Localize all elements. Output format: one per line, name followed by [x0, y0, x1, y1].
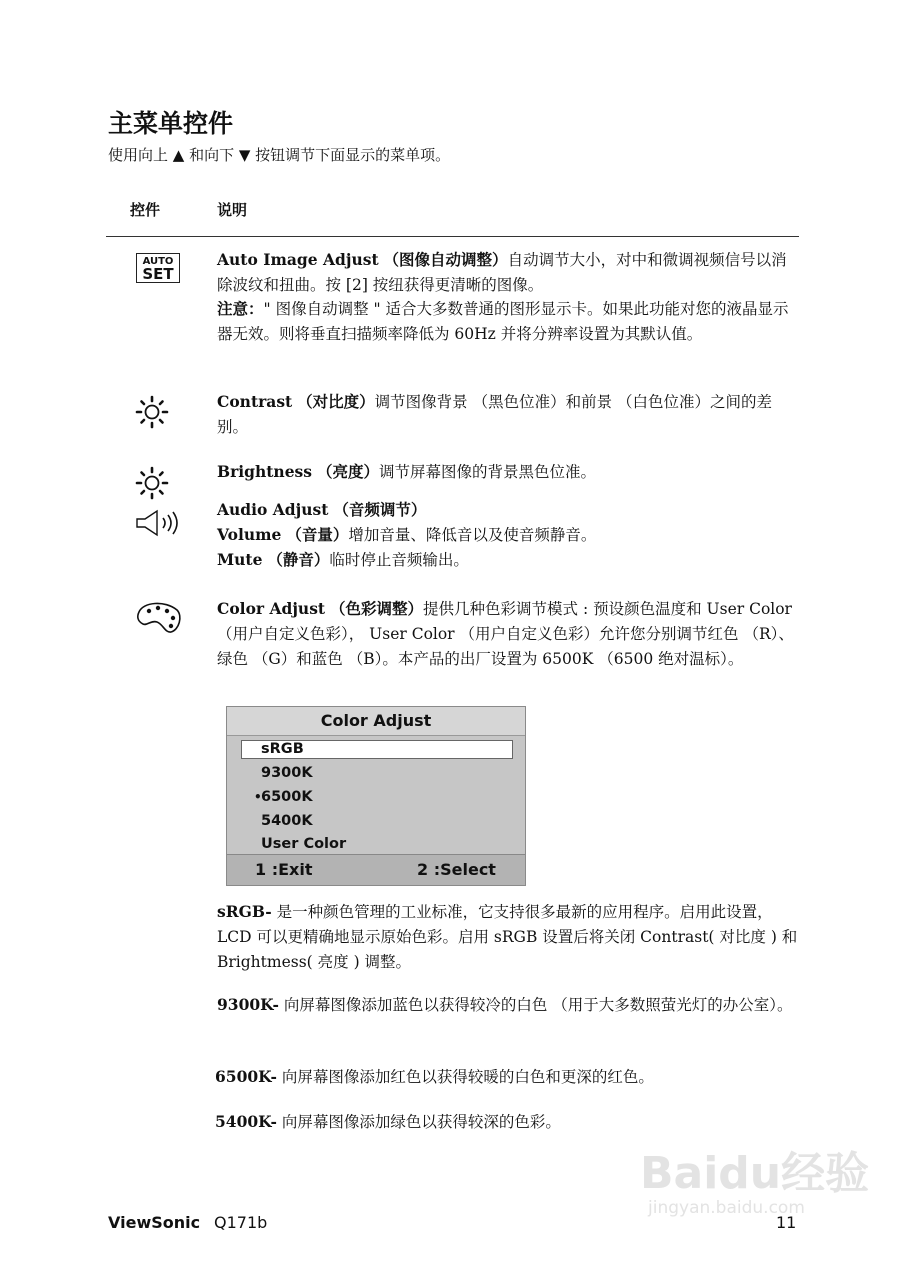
6500k-label: 6500K- — [215, 1067, 277, 1086]
mute-title: Mute — [217, 550, 263, 569]
srgb-label: sRGB- — [217, 902, 272, 921]
header-description: 说明 — [217, 201, 248, 219]
9300k-label: 9300K- — [217, 995, 279, 1014]
audio-title-line — [217, 497, 799, 523]
auto-image-text: 自动调节大小，对中和微调视频信号以消除波纹和扭曲。按 [2] 按纽获得更清晰的图像。 — [217, 251, 787, 294]
contrast-sun-icon — [135, 395, 169, 429]
menu-item-6500k[interactable]: 6500K — [261, 789, 313, 805]
brightness-title-cn: （亮度） — [316, 462, 379, 481]
page-heading: 主菜单控件 — [108, 109, 234, 138]
footer-model: Q171b — [214, 1213, 268, 1232]
speaker-icon — [135, 508, 187, 538]
auto-image-title-cn: （图像自动调整） — [383, 250, 508, 269]
brightness-title: Brightness — [217, 462, 313, 481]
5400k-label: 5400K- — [215, 1112, 277, 1131]
contrast-title: Contrast — [217, 392, 293, 411]
menu-item-user-color[interactable]: User Color — [261, 836, 347, 852]
5400k-description — [215, 1109, 797, 1135]
auto-set-line1: AUTO — [142, 256, 174, 267]
contrast-text: 调节图像背景 （黑色位准）和前景 （白色位准）之间的差别。 — [217, 393, 773, 436]
menu-item-srgb[interactable]: sRGB — [261, 741, 304, 757]
header-control: 控件 — [130, 201, 161, 219]
menu-title: Color Adjust — [227, 707, 525, 736]
mute-title-cn: （静音） — [267, 550, 330, 569]
brightness-text: 调节屏幕图像的背景黑色位准。 — [378, 463, 596, 481]
9300k-description — [217, 992, 799, 1018]
audio-title-cn: （音频调节） — [333, 500, 427, 519]
color-adjust-menu — [226, 706, 526, 886]
mute-line — [217, 547, 799, 573]
mute-text: 临时停止音频输出。 — [329, 551, 469, 569]
footer-brand: ViewSonic — [108, 1213, 201, 1232]
color-title: Color Adjust — [217, 599, 326, 618]
menu-select-hint: 2 :Select — [417, 860, 496, 879]
contrast-section — [217, 389, 799, 440]
color-section — [217, 596, 799, 672]
9300k-text: 向屏幕图像添加蓝色以获得较冷的白色 （用于大多数照萤光灯的办公室）。 — [278, 996, 793, 1014]
menu-item-9300k[interactable]: 9300K — [261, 765, 313, 781]
page-number: 11 — [776, 1213, 797, 1232]
6500k-description — [215, 1064, 797, 1090]
auto-image-note — [217, 296, 799, 347]
brightness-section — [217, 459, 799, 485]
auto-set-line2: SET — [142, 265, 174, 283]
color-text: 提供几种色彩调节模式 : 预设颜色温度和 User Color （用户自定义色彩）， User Color （用户自定义色彩）允许您分别调节红色 （R）、绿色 （G）和蓝色 （B）。本产品的出厂设置为 6500K （6500 绝对温标）。 — [217, 600, 794, 668]
volume-title: Volume — [217, 525, 282, 544]
watermark-url: jingyan.baidu.com — [648, 1198, 805, 1218]
baidu-watermark — [640, 1150, 869, 1218]
6500k-text: 向屏幕图像添加红色以获得较暖的白色和更深的红色。 — [276, 1068, 654, 1086]
note-text: " 图像自动调整 " 适合大多数普通的图形显示卡。如果此功能对您的液晶显示器无效。则将垂直扫描频率降低为 60Hz 并将分辨率设置为其默认值。 — [217, 300, 789, 343]
volume-line — [217, 522, 799, 548]
color-title-cn: （色彩调整） — [330, 599, 424, 618]
current-setting-dot: • — [254, 790, 262, 804]
header-rule — [106, 236, 799, 237]
menu-footer — [227, 854, 525, 885]
volume-title-cn: （音量） — [286, 525, 349, 544]
watermark-brand: Baidu经验 — [640, 1148, 870, 1199]
menu-exit-hint: 1 :Exit — [255, 860, 313, 879]
contrast-title-cn: （对比度） — [297, 392, 375, 411]
menu-item-5400k[interactable]: 5400K — [261, 813, 313, 829]
srgb-text: 是一种颜色管理的工业标准，它支持很多最新的应用程序。启用此设置， LCD 可以更精确地显示原始色彩。启用 sRGB 设置后将关闭 Contrast( 对比度 ) 和 Brightmess( 亮度 ) 调整。 — [217, 903, 798, 971]
auto-image-section — [217, 247, 799, 298]
note-label: 注意： — [217, 299, 264, 318]
auto-image-title: Auto Image Adjust — [217, 250, 379, 269]
audio-title: Audio Adjust — [217, 500, 329, 519]
intro-text: 使用向上 ▲ 和向下 ▼ 按钮调节下面显示的菜单项。 — [108, 146, 451, 164]
auto-set-icon — [136, 253, 180, 283]
srgb-description — [217, 899, 799, 975]
brightness-sun-icon — [135, 466, 169, 500]
volume-text: 增加音量、降低音以及使音频静音。 — [348, 526, 597, 544]
palette-icon — [135, 600, 183, 636]
5400k-text: 向屏幕图像添加绿色以获得较深的色彩。 — [276, 1113, 561, 1131]
